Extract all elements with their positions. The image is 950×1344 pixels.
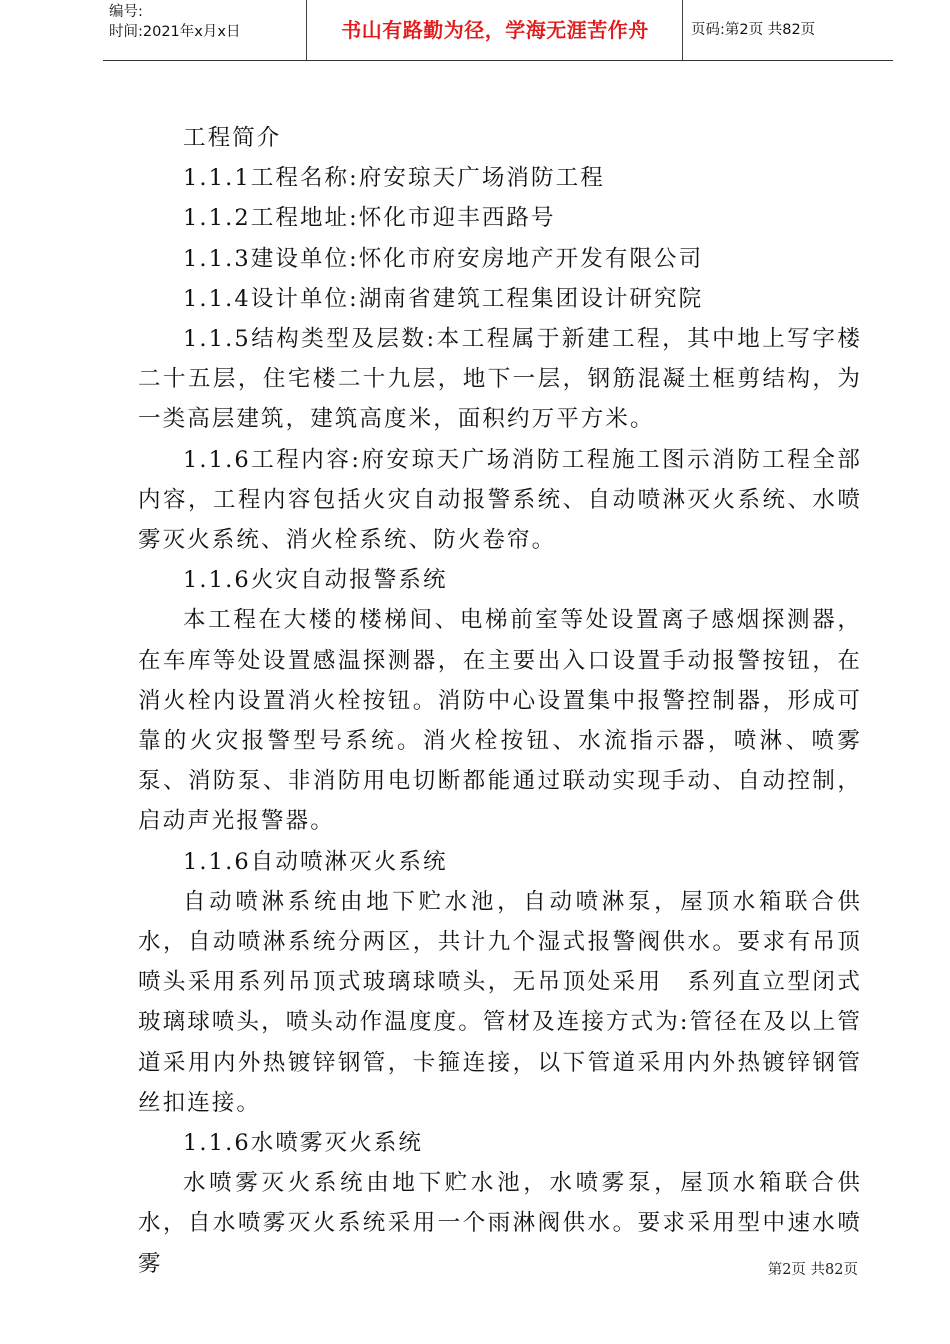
project-name: 1.1.1工程名称:府安琼天广场消防工程 — [183, 165, 605, 192]
document-number-label: 编号: — [109, 4, 143, 20]
header-motto: 书山有路勤为径，学海无涯苦作舟 — [341, 18, 649, 42]
design-unit: 1.1.4设计单位:湖南省建筑工程集团设计研究院 — [183, 285, 704, 312]
header-meta — [109, 2, 305, 60]
document-body — [138, 118, 862, 1284]
page-header — [103, 0, 893, 61]
subsection-heading: 1.1.6水喷雾灭火系统 — [183, 1130, 423, 1157]
body-paragraph: 自动喷淋系统由地下贮水池，自动喷淋泵，屋顶水箱联合供水，自动喷淋系统分两区，共计九个湿式报警阀供水。要求有吊顶喷头采用系列吊顶式玻璃球喷头，无吊顶处采用 系列直立型闭式玻璃球喷头，喷头动作温度度。管材及连接方式为:管径在及以上管道采用内外热镀锌钢管，卡箍连接，以下管道采用内外热镀锌钢管丝扣连接。 — [138, 888, 862, 1116]
header-page-info: 页码:第2页 共82页 — [691, 22, 816, 38]
structure-paragraph: 1.1.5结构类型及层数:本工程属于新建工程，其中地上写字楼二十五层，住宅楼二十九层，地下一层，钢筋混凝土框剪结构，为一类高层建筑，建筑高度米，面积约万平方米。 — [138, 326, 862, 433]
body-paragraph: 水喷雾灭火系统由地下贮水池，水喷雾泵，屋顶水箱联合供水，自水喷雾灭火系统采用一个雨淋阀供水。要求采用型中速水喷雾 — [138, 1170, 862, 1277]
scope-paragraph: 1.1.6工程内容:府安琼天广场消防工程施工图示消防工程全部内容，工程内容包括火灾自动报警系统、自动喷淋灭火系统、水喷雾灭火系统、消火栓系统、防火卷帘。 — [138, 446, 862, 554]
subsection-heading: 1.1.6火灾自动报警系统 — [183, 567, 448, 594]
subsection-heading: 1.1.6自动喷淋灭火系统 — [183, 848, 448, 875]
body-paragraph: 本工程在大楼的楼梯间、电梯前室等处设置离子感烟探测器，在车库等处设置感温探测器，在主要出入口设置手动报警按钮，在消火栓内设置消火栓按钮。消防中心设置集中报警控制器，形成可靠的火灾报警型号系统。消火栓按钮、水流指示器，喷淋、喷雾泵、消防泵、非消防用电切断都能通过联动实现手动、自动控制，启动声光报警器。 — [138, 607, 862, 835]
section-title: 工程简介 — [183, 125, 282, 151]
project-address: 1.1.2工程地址:怀化市迎丰西路号 — [183, 205, 556, 232]
header-divider — [682, 0, 683, 60]
document-date: 时间:2021年x月x日 — [109, 24, 241, 40]
construction-unit: 1.1.3建设单位:怀化市府安房地产开发有限公司 — [183, 245, 704, 272]
page-footer: 第2页 共82页 — [767, 1262, 858, 1278]
